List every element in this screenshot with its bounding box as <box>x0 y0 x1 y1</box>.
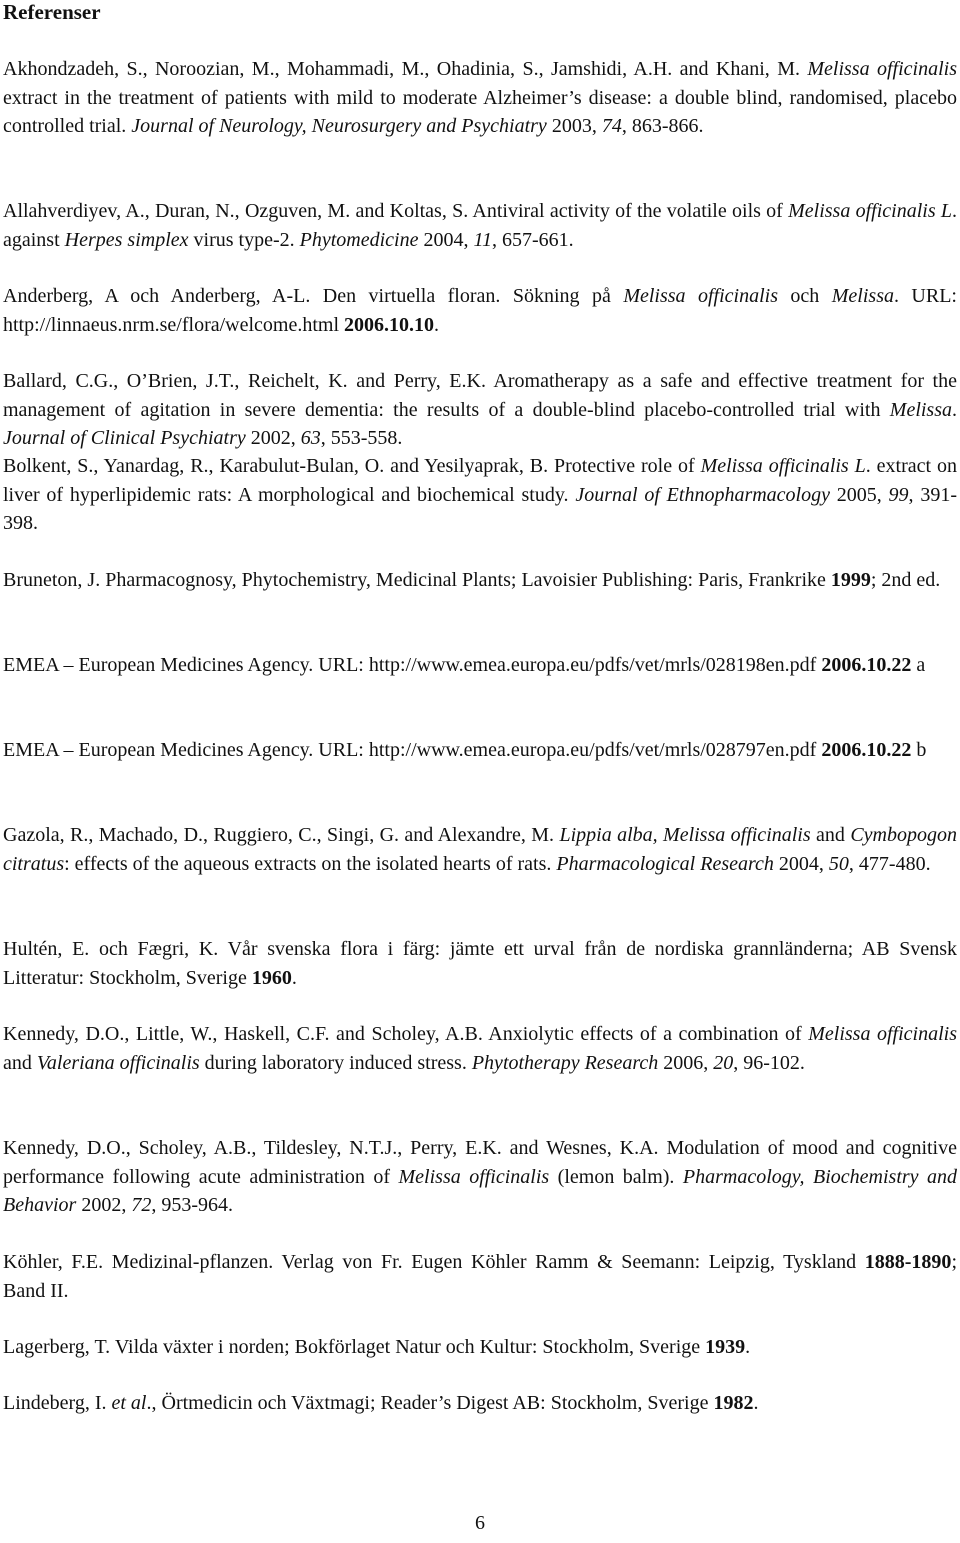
reference-italic-text: 50 <box>828 852 849 875</box>
reference-bold-text: 2006.10.22 <box>821 739 912 761</box>
reference-text: ., Örtmedicin och Växtmagi; Reader’s Digest AB: Stockholm, Sverige <box>146 1392 714 1414</box>
reference-italic-text: Phytotherapy Research <box>471 1051 659 1074</box>
reference-text: Köhler, F.E. Medizinal-pflanzen. Verlag von Fr. Eugen Köhler Ramm & Seemann: Leipzig, Tyskland <box>3 1251 865 1273</box>
reference-bold-text: 1999 <box>830 569 871 591</box>
reference-text: , 657-661. <box>491 228 574 251</box>
reference-text: ; Band II. <box>3 1251 957 1302</box>
reference-italic-text: et al <box>111 1392 147 1414</box>
reference-text: . <box>753 1392 759 1414</box>
reference-text: . <box>434 313 440 336</box>
reference-text: EMEA – European Medicines Agency. URL: http://www.emea.europa.eu/pdfs/vet/mrls/028797en.pdf <box>3 739 822 761</box>
reference-text: 2004, <box>418 228 474 251</box>
reference-text: , 391-398. <box>3 483 957 534</box>
reference-italic-text: Pharmacology, Biochemistry and Behavior <box>3 1165 957 1216</box>
reference-italic-text: Phytomedicine <box>299 228 419 251</box>
reference-text: and <box>3 1051 37 1074</box>
reference-italic-text: Melissa officinalis <box>807 58 957 80</box>
reference-text: Bruneton, J. Pharmacognosy, Phytochemistry, Medicinal Plants; Lavoisier Publishing: Paris, Frankrike <box>3 569 831 591</box>
reference-text: . extract on liver of hyperlipidemic rats: A morphological and biochemical study. <box>3 455 958 506</box>
reference-entry <box>3 282 957 339</box>
reference-text: Lagerberg, T. Vilda växter i norden; Bokförlaget Natur och Kultur: Stockholm, Sverige <box>3 1336 706 1358</box>
reference-text: a <box>911 654 926 676</box>
reference-text: ; 2nd ed. <box>870 569 941 591</box>
reference-entry <box>3 736 957 765</box>
reference-text: Allahverdiyev, A., Duran, N., Ozguven, M. and Koltas, S. Antiviral activity of the volatile oils of <box>3 200 789 222</box>
reference-bold-text: 1982 <box>713 1392 754 1414</box>
reference-text: : effects of the aqueous extracts on the isolated hearts of rats. <box>64 852 557 875</box>
reference-italic-text: Journal of Neurology, Neurosurgery and Psychiatry <box>131 115 547 137</box>
reference-italic-text: Melissa <box>831 285 894 307</box>
reference-text: 2003, <box>546 115 602 137</box>
reference-italic-text: Lippia alba, Melissa officinalis <box>559 824 811 846</box>
reference-italic-text: 99 <box>888 483 909 506</box>
reference-text: Gazola, R., Machado, D., Ruggiero, C., Singi, G. and Alexandre, M. <box>3 824 560 846</box>
reference-bold-text: 2006.10.22 <box>821 654 912 676</box>
reference-text: 2005, <box>829 483 889 506</box>
reference-italic-text: 63 <box>300 427 321 449</box>
reference-text: , 863-866. <box>621 115 704 137</box>
reference-text: Kennedy, D.O., Scholey, A.B., Tildesley, N.T.J., Perry, E.K. and Wesnes, K.A. Modulation of mood and cognitive performance following acute administration of <box>3 1137 957 1188</box>
reference-italic-text: Herpes simplex <box>64 228 189 251</box>
reference-text: . <box>952 398 957 421</box>
reference-text: Hultén, E. och Fægri, K. Vår svenska flora i färg: jämte ett urval från de nordiska grannländerna; AB Svensk Litteratur: Stockholm, Sverige <box>3 938 957 989</box>
reference-entry <box>3 452 957 538</box>
reference-italic-text: Journal of Ethnopharmacology <box>575 483 830 506</box>
reference-italic-text: 20 <box>713 1051 734 1074</box>
reference-entry <box>3 935 957 992</box>
reference-text: during laboratory induced stress. <box>199 1051 472 1074</box>
reference-bold-text: 2006.10.10 <box>344 313 435 336</box>
reference-italic-text: Melissa <box>889 398 952 421</box>
reference-text: and <box>810 824 851 846</box>
reference-entry <box>3 566 957 595</box>
reference-text: . <box>291 966 297 989</box>
reference-italic-text: Melissa officinalis <box>623 285 778 307</box>
reference-entry <box>3 55 957 141</box>
reference-text: och <box>777 285 832 307</box>
reference-text: extract in the treatment of patients with mild to moderate Alzheimer’s disease: a double blind, randomised, placebo controlled trial. <box>3 86 957 137</box>
reference-text: Lindeberg, I. <box>3 1392 112 1414</box>
reference-italic-text: Pharmacological Research <box>556 852 774 875</box>
reference-italic-text: 74 <box>601 115 622 137</box>
reference-text: 2006, <box>658 1051 714 1074</box>
reference-bold-text: 1960 <box>251 966 292 989</box>
page-number: 6 <box>475 1512 485 1534</box>
reference-entry <box>3 1248 957 1305</box>
reference-text: , 96-102. <box>733 1051 805 1074</box>
reference-text: Kennedy, D.O., Little, W., Haskell, C.F. and Scholey, A.B. Anxiolytic effects of a combination of <box>3 1023 809 1045</box>
reference-italic-text: Journal of Clinical Psychiatry <box>3 427 246 449</box>
reference-text: 2002, <box>76 1194 132 1216</box>
reference-text: . URL: http://linnaeus.nrm.se/flora/welcome.html <box>3 285 957 336</box>
reference-bold-text: 1888-1890 <box>864 1251 952 1273</box>
reference-text: Anderberg, A och Anderberg, A-L. Den virtuella floran. Sökning på <box>3 285 624 307</box>
reference-text: virus type-2. <box>188 228 300 251</box>
reference-entry <box>3 367 957 453</box>
reference-italic-text: Melissa officinalis <box>808 1023 958 1045</box>
reference-italic-text: Valeriana officinalis <box>36 1051 200 1074</box>
reference-entry <box>3 1020 957 1077</box>
reference-text: b <box>911 739 927 761</box>
reference-entry <box>3 821 957 878</box>
reference-text: (lemon balm). <box>549 1165 683 1188</box>
reference-italic-text: Cymbopogon citratus <box>3 824 957 875</box>
reference-text: EMEA – European Medicines Agency. URL: http://www.emea.europa.eu/pdfs/vet/mrls/028198en.pdf <box>3 654 822 676</box>
reference-text: , 953-964. <box>151 1194 233 1216</box>
reference-text: 2004, <box>773 852 829 875</box>
reference-entry <box>3 1389 957 1418</box>
reference-entry <box>3 197 957 254</box>
reference-entry <box>3 651 957 680</box>
reference-italic-text: Melissa officinalis L <box>788 200 953 222</box>
reference-italic-text: 11 <box>473 228 492 251</box>
reference-entry <box>3 1134 957 1220</box>
reference-text: . against <box>3 200 958 251</box>
reference-text: Akhondzadeh, S., Noroozian, M., Mohammadi, M., Ohadinia, S., Jamshidi, A.H. and Khani, M. <box>3 58 808 80</box>
reference-italic-text: Melissa officinalis L <box>700 455 866 477</box>
reference-text: , 553-558. <box>320 427 403 449</box>
section-heading: Referenser <box>3 0 101 24</box>
reference-bold-text: 1939 <box>705 1336 746 1358</box>
reference-text: , 477-480. <box>848 852 931 875</box>
reference-text: 2002, <box>245 427 301 449</box>
reference-entry <box>3 1333 957 1362</box>
reference-italic-text: Melissa officinalis <box>398 1165 550 1188</box>
reference-text: Bolkent, S., Yanardag, R., Karabulut-Bulan, O. and Yesilyaprak, B. Protective role of <box>3 455 701 477</box>
reference-italic-text: 72 <box>131 1194 152 1216</box>
reference-text: Ballard, C.G., O’Brien, J.T., Reichelt, K. and Perry, E.K. Aromatherapy as a safe and effective treatment for the management of agitation in severe dementia: the results of a double-blind placebo-controlled trial with <box>3 370 957 421</box>
reference-text: . <box>745 1336 751 1358</box>
